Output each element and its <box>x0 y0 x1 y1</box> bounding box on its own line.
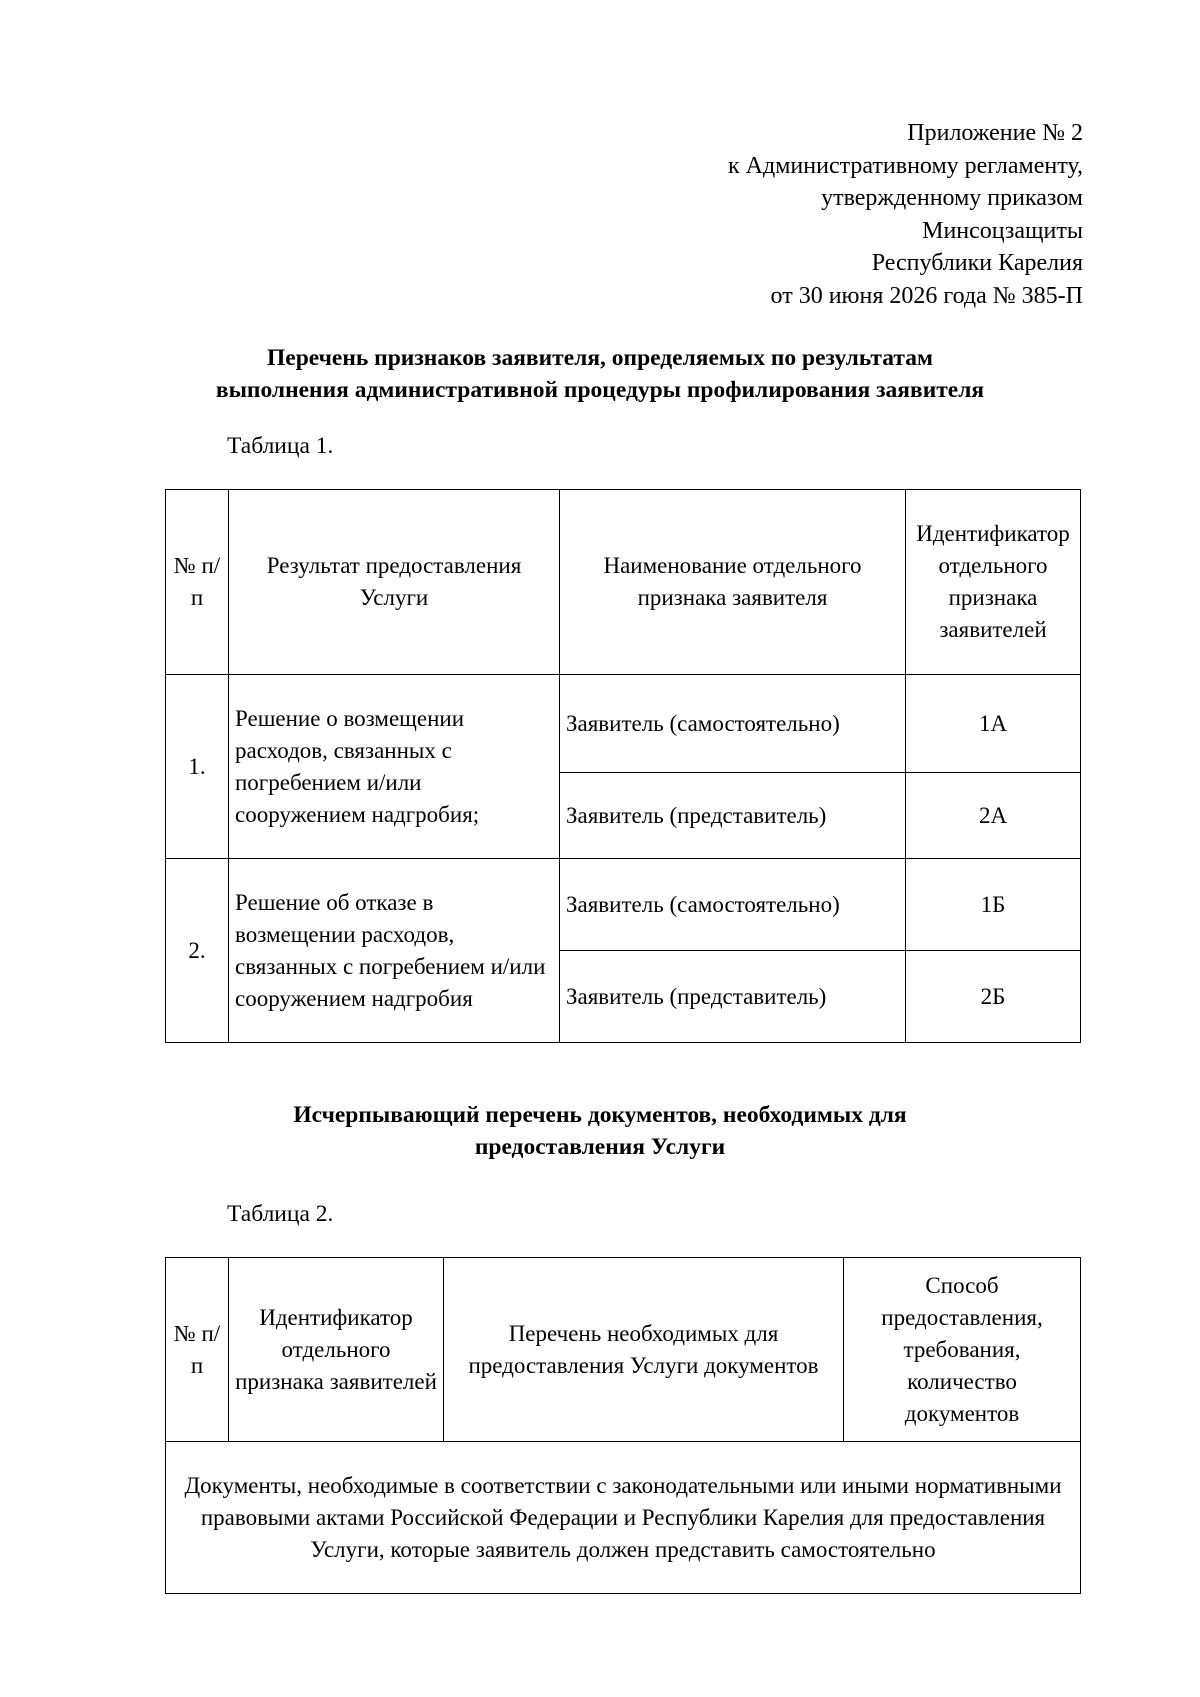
appendix-line: Республики Карелия <box>871 250 1083 276</box>
cell-feature-name: Заявитель (самостоятельно) <box>560 675 906 773</box>
documents-table <box>165 1257 1081 1594</box>
heading-line: предоставления Услуги <box>474 1134 726 1160</box>
table-header-row <box>166 1258 1081 1442</box>
cell-identifier: 1Б <box>906 859 1081 951</box>
appendix-line: к Административному регламенту, <box>728 152 1083 179</box>
header-cell-num: № п/п <box>166 1258 229 1442</box>
section-cell: Документы, необходимые в соответствии с законодательными или иными нормативными правовыми актами Российской Федерации и Республики Карелия для предоставления Услуги, которые заявитель должен представить самостоятельно <box>166 1442 1081 1594</box>
table-caption: Таблица 1. <box>227 433 334 459</box>
table-section-row <box>166 1442 1081 1594</box>
cell-num: 1. <box>166 675 229 859</box>
cell-feature-name: Заявитель (представитель) <box>560 773 906 859</box>
cell-result: Решение о возмещении расходов, связанных с погребением и/или сооружением надгробия; <box>229 675 560 859</box>
heading-line: выполнения административной процедуры профилирования заявителя <box>215 377 985 403</box>
header-cell-documents: Перечень необходимых для предоставления Услуги документов <box>444 1258 844 1442</box>
header-cell-feature-name: Наименование отдельного признака заявителя <box>560 490 906 675</box>
header-cell-result: Результат предоставления Услуги <box>229 490 560 675</box>
cell-identifier: 1А <box>906 675 1081 773</box>
header-cell-identifier: Идентификатор отдельного признака заявителей <box>229 1258 444 1442</box>
heading-line: Исчерпывающий перечень документов, необходимых для <box>293 1102 907 1128</box>
table-row <box>166 859 1081 951</box>
header-cell-identifier: Идентификатор отдельного признака заявителей <box>906 490 1081 675</box>
heading-line: Перечень признаков заявителя, определяемых по результатам <box>267 345 933 371</box>
appendix-header <box>728 117 1083 312</box>
appendix-line: от 30 июня 2026 года № 385-П <box>770 282 1083 309</box>
applicant-features-table <box>165 489 1081 1043</box>
header-cell-method: Способ предоставления, требования, количество документов <box>844 1258 1081 1442</box>
cell-feature-name: Заявитель (представитель) <box>560 951 906 1043</box>
table-header-row <box>166 490 1081 675</box>
cell-result: Решение об отказе в возмещении расходов, связанных с погребением и/или сооружением надгробия <box>229 859 560 1043</box>
cell-num: 2. <box>166 859 229 1043</box>
appendix-line: Минсоцзащиты <box>922 217 1083 244</box>
appendix-line: Приложение № 2 <box>907 120 1083 146</box>
section-heading-documents <box>150 1099 1050 1163</box>
appendix-line: утвержденному приказом <box>821 185 1083 211</box>
cell-identifier: 2Б <box>906 951 1081 1043</box>
cell-identifier: 2А <box>906 773 1081 859</box>
section-heading-applicant-features <box>150 342 1050 406</box>
header-cell-num: № п/п <box>166 490 229 675</box>
table-caption: Таблица 2. <box>227 1201 334 1227</box>
table-row <box>166 675 1081 773</box>
cell-feature-name: Заявитель (самостоятельно) <box>560 859 906 951</box>
